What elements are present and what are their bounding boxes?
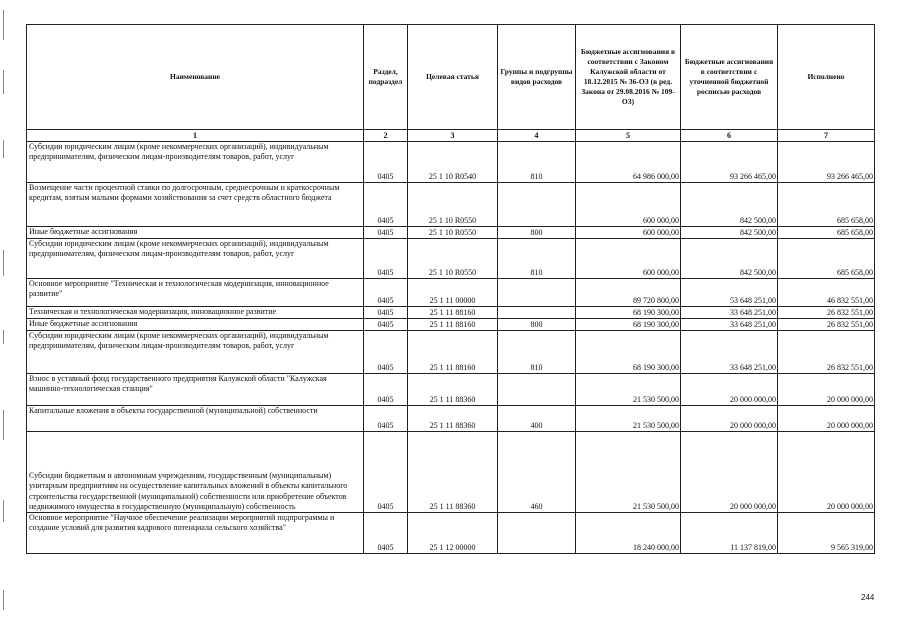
row-law-amount: 21 530 500,00 (576, 406, 681, 432)
header-refined: Бюджетные ассигнования в соответствии с уточненной бюджетной росписью расходов (681, 25, 778, 130)
row-refined-amount: 842 500,00 (681, 227, 778, 239)
table-row (27, 307, 875, 319)
row-refined-amount: 842 500,00 (681, 183, 778, 227)
row-group (498, 183, 576, 227)
row-target: 25 1 11 88160 (408, 319, 498, 331)
column-number: 2 (364, 130, 408, 142)
table-row (27, 331, 875, 374)
row-law-amount: 21 530 500,00 (576, 374, 681, 406)
row-name: Возмещение части процентной ставки по долгосрочным, среднесрочным и краткосрочным кредитам, взятым малыми формами хозяйствования за счет средств областного бюджета (27, 183, 364, 227)
row-section: 0405 (364, 432, 408, 513)
row-group: 810 (498, 239, 576, 279)
column-number: 4 (498, 130, 576, 142)
table-row (27, 374, 875, 406)
row-target: 25 1 11 88160 (408, 331, 498, 374)
row-refined-amount: 93 266 465,00 (681, 142, 778, 183)
row-law-amount: 64 986 000,00 (576, 142, 681, 183)
column-number: 1 (27, 130, 364, 142)
row-target: 25 1 10 R0550 (408, 183, 498, 227)
row-executed-amount: 26 832 551,00 (778, 331, 875, 374)
table-row (27, 279, 875, 307)
row-name: Субсидии юридическим лицам (кроме некоммерческих организаций), индивидуальным предпринимателям, физическим лицам-производителям товаров, работ, услуг (27, 239, 364, 279)
row-group: 810 (498, 331, 576, 374)
header-law: Бюджетные ассигнования в соответствии с Законом Калужской области от 18.12.2015 № 36-ОЗ (в ред. Закона от 29.08.2016 № 109-ОЗ) (576, 25, 681, 130)
header-executed: Исполнено (778, 25, 875, 130)
row-law-amount: 68 190 300,00 (576, 331, 681, 374)
header-name: Наименование (27, 25, 364, 130)
row-section: 0405 (364, 239, 408, 279)
row-target: 25 1 10 R0550 (408, 239, 498, 279)
row-refined-amount: 33 648 251,00 (681, 307, 778, 319)
row-section: 0405 (364, 279, 408, 307)
row-executed-amount: 46 832 551,00 (778, 279, 875, 307)
column-number: 5 (576, 130, 681, 142)
row-executed-amount: 9 565 319,00 (778, 513, 875, 554)
row-group (498, 307, 576, 319)
row-refined-amount: 11 137 819,00 (681, 513, 778, 554)
page-number: 244 (861, 593, 875, 602)
row-refined-amount: 33 648 251,00 (681, 331, 778, 374)
row-executed-amount: 26 832 551,00 (778, 319, 875, 331)
row-section: 0405 (364, 319, 408, 331)
row-law-amount: 89 720 800,00 (576, 279, 681, 307)
row-name: Иные бюджетные ассигнования (27, 319, 364, 331)
row-name: Субсидии бюджетным и автономным учреждениям, государственным (муниципальным) унитарным предприятиям на осуществление капитальных вложений в объекты капитального строительства государственной (муниципальной) собственности или приобретение объектов недвижимого имущества в государственную (муниципальную) собственность (27, 432, 364, 513)
row-name: Капитальные вложения в объекты государственной (муниципальной) собственности (27, 406, 364, 432)
row-law-amount: 68 190 300,00 (576, 307, 681, 319)
row-section: 0405 (364, 142, 408, 183)
row-executed-amount: 20 000 000,00 (778, 406, 875, 432)
row-group: 800 (498, 227, 576, 239)
header-row (27, 25, 875, 130)
table-row (27, 239, 875, 279)
row-law-amount: 600 000,00 (576, 239, 681, 279)
row-group: 800 (498, 319, 576, 331)
row-name: Техническая и технологическая модернизация, инновационное развитие (27, 307, 364, 319)
row-name: Иные бюджетные ассигнования (27, 227, 364, 239)
header-target: Целевая статья (408, 25, 498, 130)
scan-edge (0, 0, 6, 640)
row-group (498, 374, 576, 406)
row-law-amount: 600 000,00 (576, 183, 681, 227)
row-section: 0405 (364, 374, 408, 406)
row-target: 25 1 12 00000 (408, 513, 498, 554)
row-law-amount: 21 530 500,00 (576, 432, 681, 513)
column-number: 3 (408, 130, 498, 142)
row-group (498, 513, 576, 554)
row-section: 0405 (364, 513, 408, 554)
row-executed-amount: 93 266 465,00 (778, 142, 875, 183)
row-law-amount: 68 190 300,00 (576, 319, 681, 331)
row-group: 400 (498, 406, 576, 432)
column-number-row (27, 130, 875, 142)
row-target: 25 1 11 00000 (408, 279, 498, 307)
row-refined-amount: 20 000 000,00 (681, 406, 778, 432)
row-section: 0405 (364, 183, 408, 227)
row-executed-amount: 20 000 000,00 (778, 432, 875, 513)
row-refined-amount: 53 648 251,00 (681, 279, 778, 307)
column-number: 6 (681, 130, 778, 142)
row-law-amount: 18 240 000,00 (576, 513, 681, 554)
row-refined-amount: 20 000 000,00 (681, 432, 778, 513)
row-name: Субсидии юридическим лицам (кроме некоммерческих организаций), индивидуальным предпринимателям, физическим лицам-производителям товаров, работ, услуг (27, 331, 364, 374)
row-target: 25 1 11 88360 (408, 406, 498, 432)
header-section: Раздел, подраздел (364, 25, 408, 130)
header-groups: Группы и подгруппы видов расходов (498, 25, 576, 130)
table-row (27, 183, 875, 227)
row-target: 25 1 11 88360 (408, 374, 498, 406)
row-section: 0405 (364, 331, 408, 374)
table-row (27, 432, 875, 513)
row-target: 25 1 10 R0550 (408, 227, 498, 239)
row-section: 0405 (364, 406, 408, 432)
row-refined-amount: 842 500,00 (681, 239, 778, 279)
row-target: 25 1 11 88360 (408, 432, 498, 513)
row-target: 25 1 11 88160 (408, 307, 498, 319)
row-law-amount: 600 000,00 (576, 227, 681, 239)
table-row (27, 513, 875, 554)
row-section: 0405 (364, 307, 408, 319)
row-executed-amount: 685 658,00 (778, 183, 875, 227)
row-name: Основное мероприятие "Техническая и технологическая модернизация, инновационное развитие" (27, 279, 364, 307)
budget-table (26, 24, 875, 554)
row-group (498, 279, 576, 307)
row-executed-amount: 20 000 000,00 (778, 374, 875, 406)
row-name: Взнос в уставный фонд государственного предприятия Калужской области "Калужская машинно-технологическая станция" (27, 374, 364, 406)
column-number: 7 (778, 130, 875, 142)
row-refined-amount: 20 000 000,00 (681, 374, 778, 406)
row-refined-amount: 33 648 251,00 (681, 319, 778, 331)
table-row (27, 142, 875, 183)
row-group: 460 (498, 432, 576, 513)
row-name: Субсидии юридическим лицам (кроме некоммерческих организаций), индивидуальным предпринимателям, физическим лицам-производителям товаров, работ, услуг (27, 142, 364, 183)
row-group: 810 (498, 142, 576, 183)
row-executed-amount: 685 658,00 (778, 227, 875, 239)
row-section: 0405 (364, 227, 408, 239)
table-row (27, 319, 875, 331)
row-target: 25 1 10 R0540 (408, 142, 498, 183)
row-executed-amount: 26 832 551,00 (778, 307, 875, 319)
row-name: Основное мероприятие "Научное обеспечение реализации мероприятий подпрограммы и создание условий для развития кадрового потенциала сельского хозяйства" (27, 513, 364, 554)
row-executed-amount: 685 658,00 (778, 239, 875, 279)
table-row (27, 227, 875, 239)
table-row (27, 406, 875, 432)
